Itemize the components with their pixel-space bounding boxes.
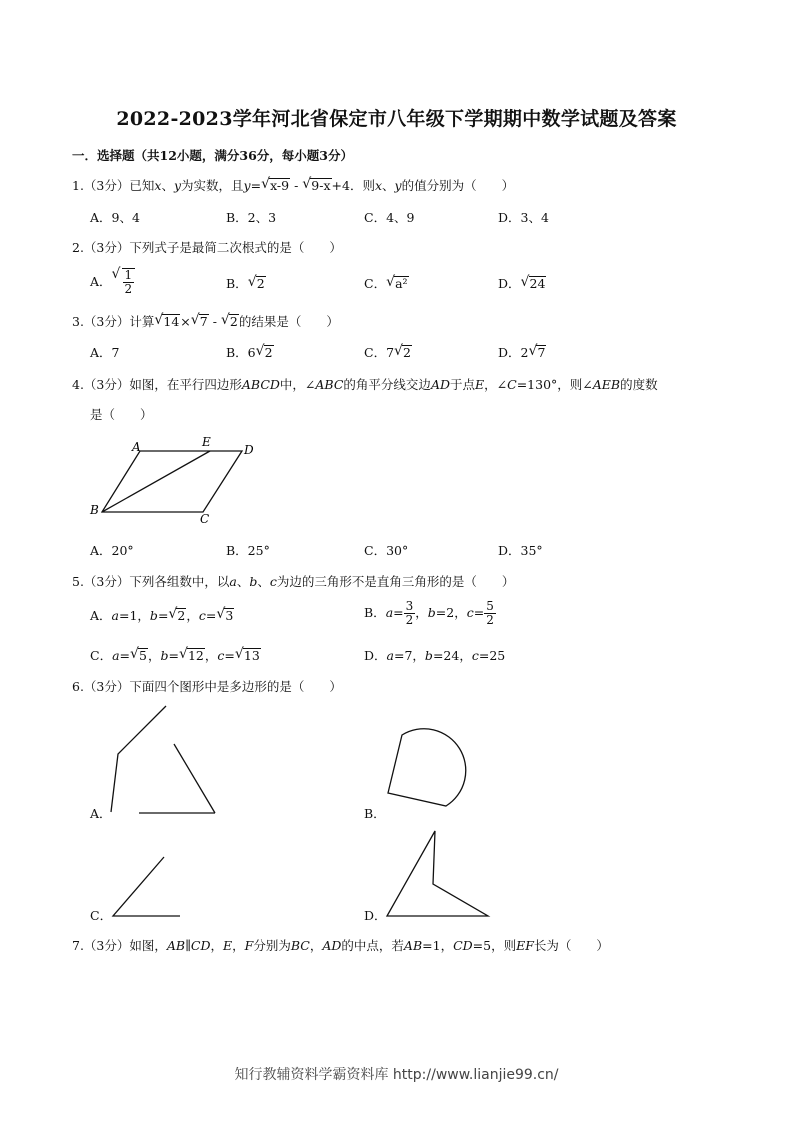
q3-option-c: C．7√ 2 [364, 343, 412, 361]
q3-option-b: B．6√ 2 [226, 343, 274, 361]
q6-label-c: C． [90, 908, 113, 923]
q6-label-a: A． [90, 806, 112, 821]
q6-figure-c [113, 857, 180, 916]
q4-label-b: B [90, 503, 99, 517]
q1-var-x: x [154, 178, 162, 193]
q3-option-d: D．2√ 7 [498, 343, 546, 361]
q4-label-e: E [202, 435, 211, 449]
q1-option-a: A．9、4 [90, 210, 140, 225]
q1-sqrt-2: √ 9-x [302, 178, 331, 193]
q1-option-d: D．3、4 [498, 210, 549, 225]
q4-option-d: D．35° [498, 543, 543, 558]
q4-parallelogram [102, 451, 242, 512]
q6-label-b: B． [364, 806, 386, 821]
question-4: 4.（3分）如图，在平行四边形ABCD中，∠ABC的角平分线交边AD于点E，∠C=130°，则∠AEB的度数 [72, 377, 658, 392]
question-5: 5.（3分）下列各组数中，以a、b、c为边的三角形不是直角三角形的是（ ） [72, 574, 515, 589]
q6-figure-b [388, 729, 466, 806]
q1-text: 为实数，且 [181, 178, 244, 193]
q5-option-c: C．a=√ 5，b=√ 12，c=√ 13 [90, 646, 261, 664]
q1-var-y3: y [394, 178, 402, 193]
q1-var-x3: x [374, 178, 383, 193]
q4-label-d: D [244, 443, 254, 457]
q1-number: 1.（3分）已知 [72, 178, 155, 193]
q4-bisector-be [102, 451, 210, 512]
q2-option-d: D．√ 24 [498, 274, 546, 292]
q4-option-c: C．30° [364, 543, 409, 558]
q1-minus: - [290, 178, 303, 193]
q4-option-b: B．25° [226, 543, 270, 558]
q1-var-y2: y [243, 178, 251, 193]
q1-eq: = [250, 178, 262, 193]
question-7: 7.（3分）如图，AB∥CD，E，F分别为BC，AD的中点，若AB=1，CD=5，则EF长为（ ） [72, 938, 609, 953]
q1-sqrt-1: √ x-9 [261, 178, 290, 193]
question-4-line-2: 是（ ） [90, 407, 153, 422]
q5-option-d: D．a=7，b=24，c=25 [364, 648, 506, 663]
q1-sep-2: 、 [382, 178, 395, 193]
q2-option-b: B．√ 2 [226, 274, 266, 292]
footer-watermark: 知行教辅资料学霸资料库 http://www.lianjie99.cn/ [234, 1067, 559, 1083]
q4-label-c: C [200, 512, 210, 526]
question-2: 2.（3分）下列式子是最简二次根式的是（ ） [72, 240, 342, 255]
q5-option-a: A．a=1，b=√ 2，c=√ 3 [90, 606, 234, 624]
q5-option-b: B．a= $\frac{3}{2}$ ，b=2，c= $\frac{5}{2}$ [364, 599, 494, 627]
q4-label-a: A [132, 440, 141, 454]
q1-sep: 、 [161, 178, 174, 193]
q1-text-2: +4．则 [331, 178, 375, 193]
section-heading: 一．选择题（共12小题，满分36分，每小题3分） [72, 148, 353, 163]
question-3: 3.（3分）计算√ 14×√ 7 - √ 2的结果是（ ） [72, 312, 339, 330]
q1-var-y: y [173, 178, 182, 193]
q6-figure-a [111, 706, 215, 813]
q2-option-c: C．√ a² [364, 274, 409, 292]
q1-option-b: B．2、3 [226, 210, 277, 225]
q6-figure-d [387, 831, 488, 916]
q3-option-a: A．7 [90, 345, 120, 360]
q1-option-c: C．4、9 [364, 210, 415, 225]
page-title: 2022-2023学年河北省保定市八年级下学期期中数学试题及答案 [116, 108, 677, 130]
q6-label-d: D． [364, 908, 387, 923]
question-6: 6.（3分）下面四个图形中是多边形的是（ ） [72, 679, 342, 694]
q2-option-a: A． √ $\frac{1}{2}$ [90, 268, 135, 296]
q1-text-3: 的值分别为（ ） [401, 178, 515, 193]
q4-option-a: A．20° [90, 543, 134, 558]
